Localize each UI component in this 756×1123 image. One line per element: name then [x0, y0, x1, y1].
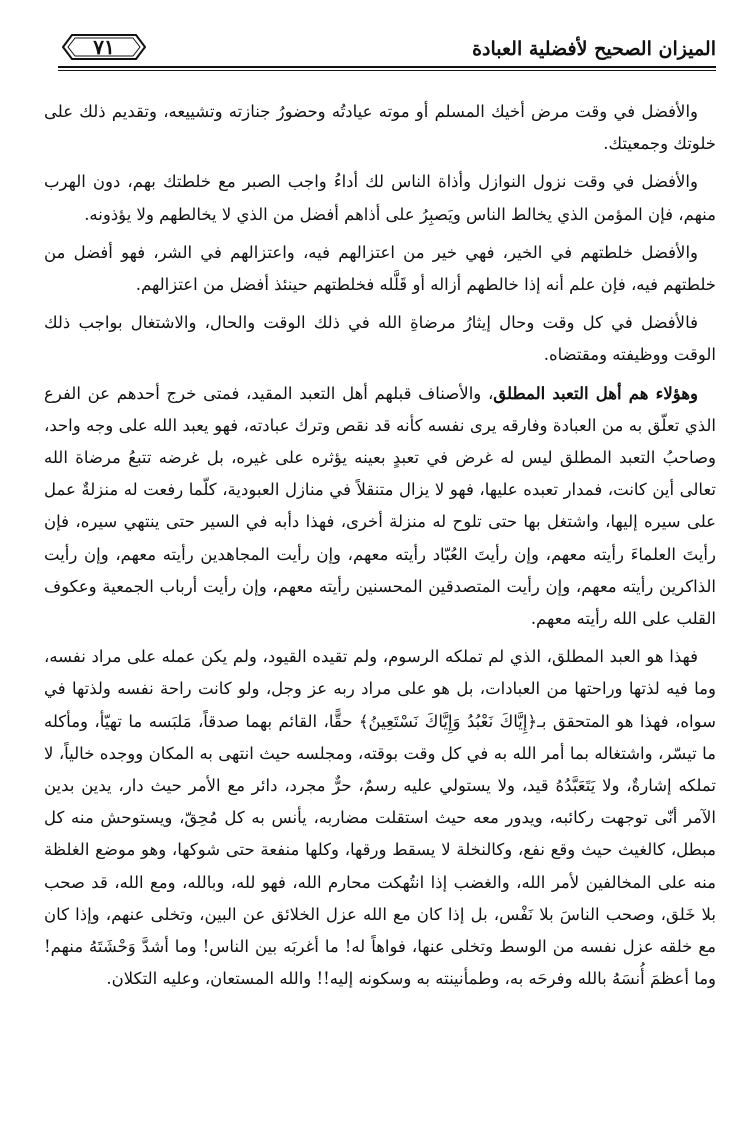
- page-header: [58, 28, 716, 72]
- paragraph: [44, 307, 716, 371]
- header-rule-thin: [58, 70, 716, 71]
- running-title: الميزان الصحيح لأفضلية العبادة: [472, 38, 716, 60]
- paragraph-text: ، والأصناف قبلهم أهل التعبد المقيد، فمتى خرج أحدهم عن الفرع الذي تعلّق به من العبادة وفارقه يرى نفسه كأنه قد نقص وترك عبادته، فهو يعبد الله على وجه واحد، وصاحبُ التعبد المطلق ليس له غرض في تعبدٍ بعينه يؤثره على غيره، بل غرضه تتبعُ مرضاة الله تعالى أين كانت، فمدار تعبده عليها، فهو لا يزال متنقلاً في منازل العبودية، كلّما رفعت له منزلةٌ عمل على سيره إليها، واشتغل بها حتى تلوح له منزلة أخرى، فهذا دأبه في السير حتى ينتهي سيره، فإن رأيتَ العلماءَ رأيته معهم، وإن رأيتَ العُبّاد رأيته معهم، وإن رأيت المجاهدين رأيته معهم، وإن رأيت الذاكرين رأيته معهم، وإن رأيت المتصدقين المحسنين رأيته معهم، وإن رأيت أرباب الجمعية وعكوف القلب على الله رأيته معهم.: [44, 383, 716, 629]
- paragraph-text: والأفضل في وقت مرض أخيك المسلم أو موته عيادتُه وحضورُ جنازته وتشييعه، وتقديم ذلك على خلوتك وجمعيتك.: [44, 102, 716, 154]
- paragraph-bold-lead: وهؤلاء هم أهل التعبد المطلق: [493, 383, 698, 403]
- paragraph: [44, 96, 716, 160]
- header-rule: [58, 66, 716, 68]
- paragraph-text: والأفضل في وقت نزول النوازل وأذاة الناس لك أداءُ واجب الصبر مع خلطتك بهم، دون الهرب منهم، فإن المؤمن الذي يخالط الناس ويَصبِرُ على أذاهم أفضل من الذي لا يخالطهم ولا يؤذونه.: [44, 172, 716, 224]
- paragraph: [44, 237, 716, 301]
- paragraph: [44, 378, 716, 636]
- paragraph-text: فهذا هو العبد المطلق، الذي لم تملكه الرسوم، ولم تقيده القيود، ولم يكن عمله على مراد نفسه، وما فيه لذتها وراحتها من العبادات، بل هو على مراد ربه عز وجل، ولو كانت راحة نفسه ولذتها في سواه، فهذا هو المتحقق بـ﴿إِيَّاكَ نَعْبُدُ وَإِيَّاكَ نَسْتَعِينُ﴾ حقًّا، القائم بهما صدقاً، مَلبَسه ما تهيّأ، ومأكله ما تيسّر، واشتغاله بما أمر الله به في كل وقت بوقته، ومجلسه حيث انتهى به المكان ووجده خالياً، لا تملكه إشارةٌ، ولا يَتَعَبَّدُهُ قيد، ولا يستولي عليه رسمٌ، حرٌّ مجرد، دائر مع الأمر حيث دار، يدين بدين الآمر أنّى توجهت ركائبه، ويدور معه حيث استقلت مضاربه، يأنس به كل مُحِقّ، ويستوحش منه كل مبطل، كالغيث حيث وقع نفع، وكالنخلة لا يسقط ورقها، وكلها منفعة حتى شوكها، وهو موضع الغلظة منه على المخالفين لأمر الله، والغضب إذا انتُهكت محارم الله، فهو لله، وبالله، ومع الله، قد صحب بلا خَلق، وصحب الناسَ بلا نَفْس، بل إذا كان مع الله عزل الخلائق عن البين، وتخلى عنهم، وإذا كان مع خلقه عزل نفسه من الوسط وتخلى عنها، فواهاً له! ما أغربَه بين الناس! وما أشدَّ وَحْشَتَهُ منهم! وما أعظمَ أُنسَهُ بالله وفرحَه به، وطمأنينته به وسكونه إليه!! والله المستعان، وعليه التكلان.: [44, 647, 716, 989]
- body-text: [44, 96, 716, 1001]
- page-number-badge: [62, 34, 146, 60]
- paragraph-text: والأفضل خلطتهم في الخير، فهي خير من اعتزالهم فيه، واعتزالهم في الشر، فهو أفضل من خلطتهم فيه، فإن علم أنه إذا خالطهم أزاله أو قَلَّله فخلطتهم حينئذ أفضل من اعتزالهم.: [44, 242, 716, 295]
- page-number: ٧١: [93, 35, 115, 59]
- paragraph: [44, 166, 716, 230]
- paragraph-text: فالأفضل في كل وقت وحال إيثارُ مرضاةِ الله في ذلك الوقت والحال، والاشتغال بواجب ذلك الوقت ووظيفته ومقتضاه.: [44, 313, 716, 365]
- paragraph: [44, 641, 716, 995]
